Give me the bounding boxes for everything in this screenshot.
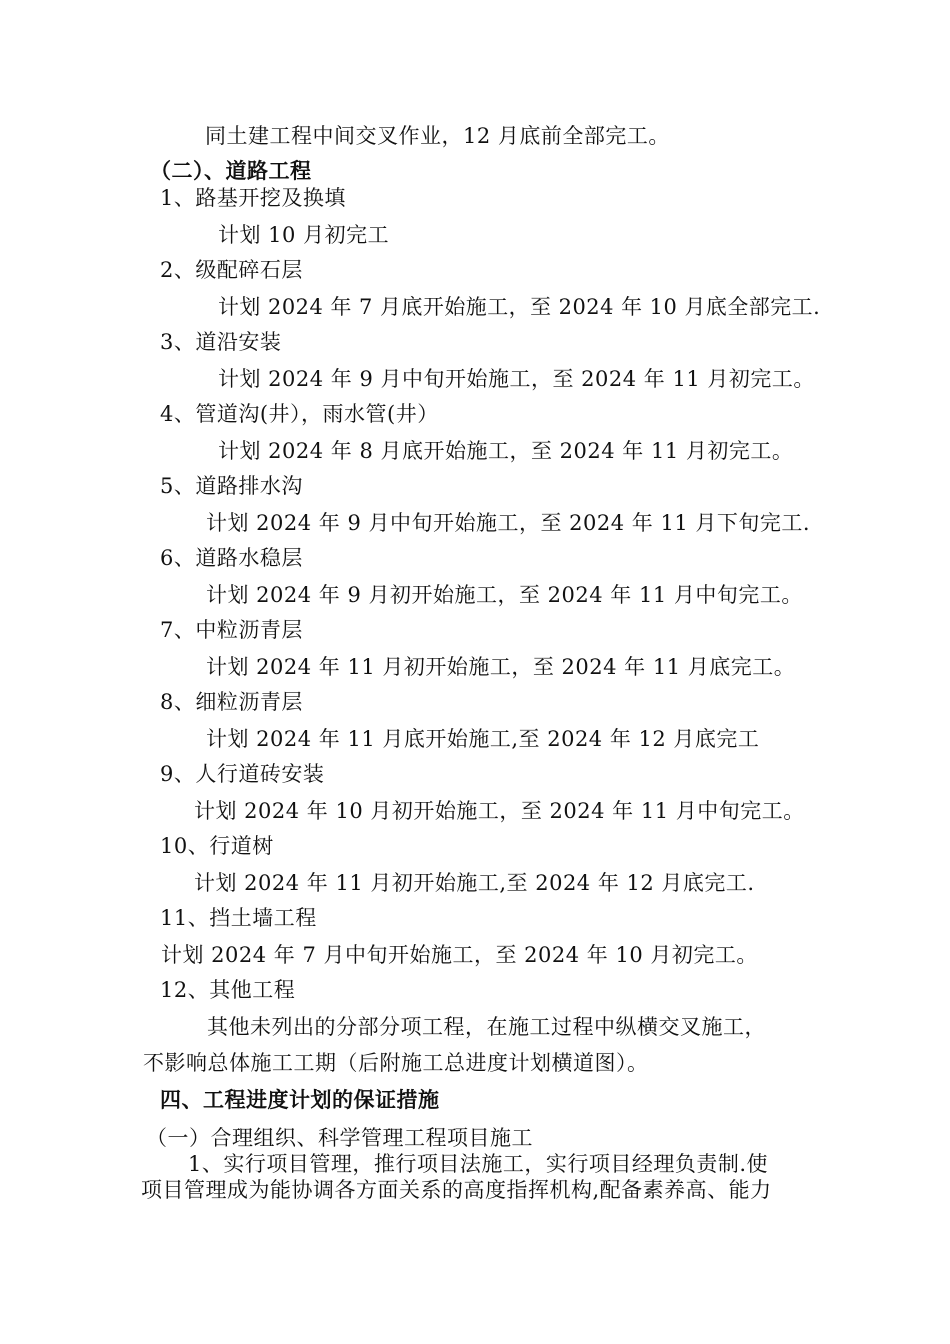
item-1-plan: 计划 10 月初完工 — [218, 223, 390, 247]
item-10-title: 10、行道树 — [160, 834, 274, 858]
item-4-plan: 计划 2024 年 8 月底开始施工，至 2024 年 11 月初完工。 — [218, 439, 794, 463]
item-5-plan: 计划 2024 年 9 月中旬开始施工，至 2024 年 11 月下旬完工. — [206, 511, 811, 535]
item-1-title: 1、路基开挖及换填 — [160, 186, 346, 210]
item-5-title: 5、道路排水沟 — [160, 474, 303, 498]
item-9-plan: 计划 2024 年 10 月初开始施工，至 2024 年 11 月中旬完工。 — [194, 799, 805, 823]
paragraph-line-2: 项目管理成为能协调各方面关系的高度指挥机构,配备素养高、能力 — [141, 1178, 772, 1202]
item-11-plan: 计划 2024 年 7 月中旬开始施工，至 2024 年 10 月初完工。 — [161, 943, 758, 967]
item-11-title: 11、挡土墙工程 — [160, 906, 317, 930]
item-8-plan: 计划 2024 年 11 月底开始施工,至 2024 年 12 月底完工 — [206, 727, 760, 751]
section-roads-heading: （二）、道路工程 — [150, 158, 312, 183]
paragraph-line-1: 1、实行项目管理，推行项目法施工，实行项目经理负责制.使 — [188, 1152, 769, 1176]
item-7-title: 7、中粒沥青层 — [160, 618, 303, 642]
item-12-plan: 其他未列出的分部分项工程，在施工过程中纵横交叉施工， — [207, 1015, 766, 1039]
item-7-plan: 计划 2024 年 11 月初开始施工，至 2024 年 11 月底完工。 — [206, 655, 796, 679]
item-12-title: 12、其他工程 — [160, 978, 296, 1002]
item-6-plan: 计划 2024 年 9 月初开始施工，至 2024 年 11 月中旬完工。 — [206, 583, 803, 607]
item-2-title: 2、级配碎石层 — [160, 258, 303, 282]
item-2-plan: 计划 2024 年 7 月底开始施工，至 2024 年 10 月底全部完工. — [218, 295, 821, 319]
intro-line: 同土建工程中间交叉作业，12 月底前全部完工。 — [205, 124, 670, 148]
item-6-title: 6、道路水稳层 — [160, 546, 303, 570]
item-8-title: 8、细粒沥青层 — [160, 690, 303, 714]
other-works-continuation: 不影响总体施工工期（后附施工总进度计划横道图）。 — [143, 1051, 649, 1075]
item-3-plan: 计划 2024 年 9 月中旬开始施工，至 2024 年 11 月初完工。 — [218, 367, 815, 391]
section-four-heading: 四、工程进度计划的保证措施 — [160, 1087, 440, 1112]
subsection-one-heading: （一）合理组织、科学管理工程项目施工 — [146, 1126, 533, 1150]
item-3-title: 3、道沿安装 — [160, 330, 282, 354]
item-10-plan: 计划 2024 年 11 月初开始施工,至 2024 年 12 月底完工. — [194, 871, 755, 895]
item-9-title: 9、人行道砖安装 — [160, 762, 325, 786]
item-4-title: 4、管道沟(井），雨水管(井） — [160, 402, 439, 426]
